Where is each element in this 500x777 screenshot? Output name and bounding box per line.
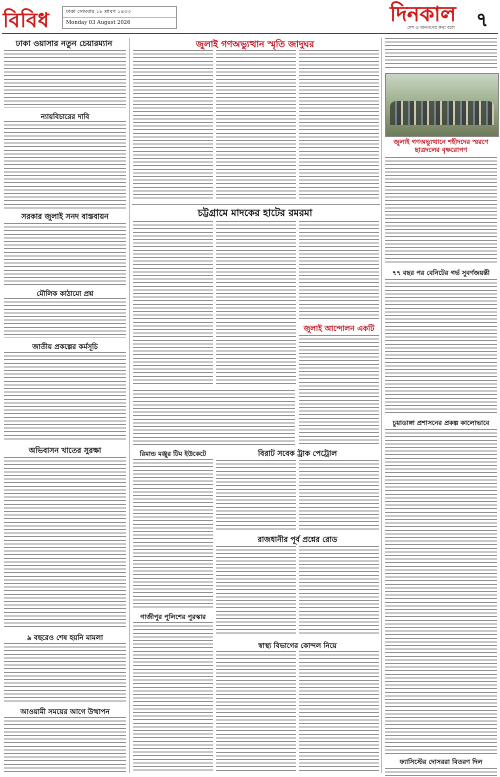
article-body — [385, 38, 497, 70]
article-body — [4, 121, 126, 209]
headline-road: রাজধানীর পূর্ব প্রশ্নের রোড — [257, 535, 338, 544]
date-box — [62, 6, 177, 29]
article-body — [299, 221, 379, 321]
logo-name: দিনকাল — [390, 1, 457, 26]
article-body — [385, 157, 497, 265]
article-body — [4, 457, 126, 629]
headline-national-project: জাতীয় প্রকল্পের কর্মসূচি — [32, 343, 98, 351]
headline-health: স্বাস্থ্য বিভাগের কোন্দল নিয়ে — [258, 642, 337, 650]
headline-basic-structure: মৌলিক কাঠামো প্রশ্ন — [36, 290, 94, 298]
headline-case: ৯ বছরেও শেষ হয়নি মামলা — [26, 634, 104, 642]
headline-fascist: ফ্যাসিস্টের দোসররা বিতরণ দিল — [399, 758, 483, 766]
section-rule — [132, 204, 380, 205]
group-of-people-image — [390, 101, 493, 125]
article-body — [299, 335, 379, 445]
tree-planting-photo — [385, 73, 499, 137]
article-body — [133, 50, 213, 200]
article-body — [4, 223, 126, 285]
headline-july-movement: জুলাই আন্দোলন একটি — [303, 324, 375, 333]
article-body — [4, 50, 126, 108]
article-body — [4, 298, 126, 338]
headline-migration: অভিবাসন খাতের সুরক্ষা — [28, 446, 102, 455]
article-body — [299, 546, 379, 636]
headline-chuadanga: চুয়াডাঙ্গা প্রশাসনের প্রকল্প কালোভাবে — [392, 419, 490, 427]
headline-77-years: ৭৭ বছর পর বেনিটের গর্ভ সুবর্ণজয়ন্তী — [392, 269, 490, 277]
article-body — [216, 460, 296, 532]
logo-tagline: দেশ ও জনগণের কথা বলে — [407, 26, 455, 31]
date-bengali: ঢাকা সোমবার ১৮ শ্রাবণ ১৪৩৩ — [63, 7, 176, 18]
article-body — [385, 279, 497, 414]
article-body — [133, 459, 213, 609]
headline-museum: জুলাই গণঅভ্যুত্থান স্মৃতি জাদুঘর — [195, 40, 315, 50]
article-body — [299, 460, 379, 532]
column-divider — [129, 38, 130, 773]
headline-awami: আওয়ামী সময়ের আগে উত্থাপন — [20, 708, 110, 716]
newspaper-logo — [390, 2, 472, 32]
headline-tree-planting: জুলাই গণঅভ্যুত্থানে শহীদদের স্মরণে ছাত্রদলের বৃক্ষরোপণ — [393, 138, 489, 154]
article-body — [216, 221, 296, 386]
article-body — [4, 717, 126, 773]
article-body — [4, 352, 126, 442]
headline-police: গাজীপুর পুলিশের পুরস্কার — [140, 613, 206, 621]
article-body — [4, 643, 126, 703]
article-body — [299, 50, 379, 200]
masthead-rule — [2, 33, 498, 34]
article-body — [216, 546, 296, 636]
page-number: ৭ — [476, 9, 489, 31]
headline-petrol: বিরাট সবেক ট্রাক পেট্রোল — [258, 449, 337, 458]
article-body — [133, 390, 295, 445]
article-body — [133, 221, 213, 386]
article-body — [299, 651, 379, 773]
headline-remand: রিমান্ড মঞ্জুর টিম ইউকেটে — [139, 450, 207, 458]
date-english: Monday 03 August 2026 — [66, 20, 131, 26]
article-body — [216, 651, 296, 773]
article-body — [216, 50, 296, 200]
section-name: বিবিধ — [3, 8, 50, 32]
headline-chittagong: চট্টগ্রামে মাদকের হাটের রমরমা — [197, 208, 313, 219]
article-body — [385, 429, 497, 754]
headline-wasa: ঢাকা ওয়াসার নতুন চেয়ারম্যান — [15, 39, 113, 48]
article-body — [133, 622, 213, 773]
headline-july-charter: সরকার জুলাই সনদ বাস্তবায়ন — [21, 212, 109, 221]
headline-justice: ন্যায়বিচারের দাবি — [40, 113, 90, 121]
column-divider — [381, 38, 382, 773]
article-body — [385, 768, 497, 776]
